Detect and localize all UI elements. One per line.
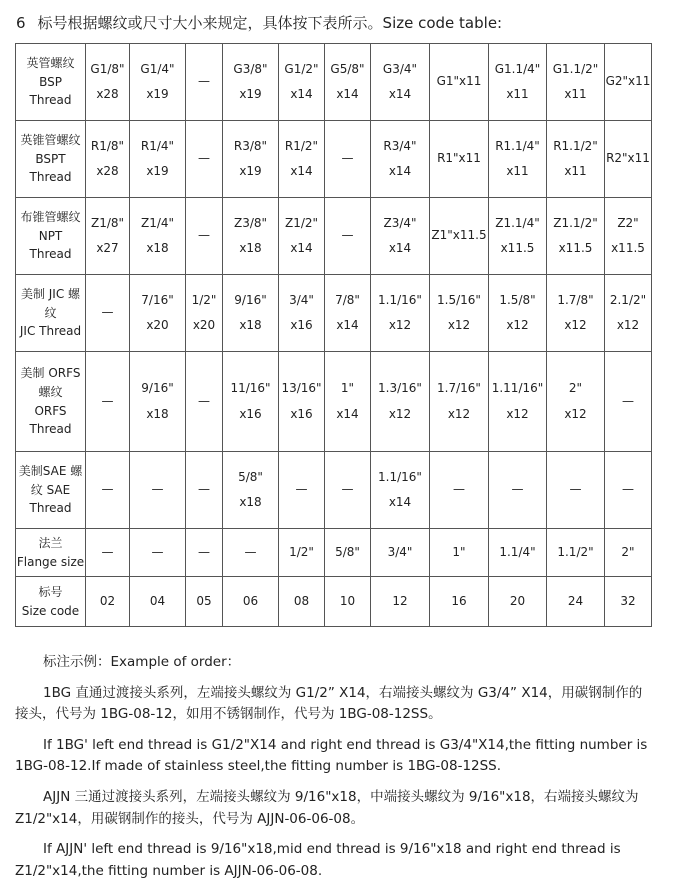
cell-value: x18 [239,495,262,509]
table-cell [186,452,223,529]
table-cell [86,452,130,529]
row-header-line: ORFS [34,403,67,418]
cell-value: 32 [620,593,636,608]
cell-value: — [569,482,582,497]
row-header [16,352,86,452]
table-cell [186,121,223,198]
cell-value: x11 [506,164,529,178]
cell-value: x14 [388,87,412,101]
cell-value: x14 [388,495,412,509]
cell-value: — [341,151,354,166]
cell-value: Z1"x11.5 [431,228,487,243]
table-cell [605,44,652,121]
table-cell [547,198,605,275]
cell-value: 1" [452,544,466,559]
section-number: 6 [16,14,26,32]
cell-value: x14 [388,241,412,255]
cell-value: x12 [388,318,412,332]
example-ajjn-en: If AJJN' left end thread is 9/16"x18,mid end thread is 9/16"x18 and right end thread is Z1/2"x14,the fitting number is AJJN-06-06-08. [15,841,621,879]
table-cell [605,352,652,452]
table-cell [605,198,652,275]
table-cell [605,275,652,352]
cell-value: x14 [290,87,313,101]
cell-value: x20 [146,318,169,332]
table-row [16,529,652,577]
table-cell [371,352,430,452]
cell-value: x12 [447,406,471,421]
table-cell [489,352,547,452]
cell-value: — [151,544,164,559]
cell-value: 7/8" [335,292,360,307]
cell-value: Z1/8" [90,215,125,230]
table-cell [489,577,547,627]
table-cell [489,198,547,275]
table-cell [605,121,652,198]
table-cell [130,452,186,529]
cell-value: R1/2" [284,138,319,153]
table-row [16,577,652,627]
table-cell [130,529,186,577]
cell-value: 2" [568,381,583,396]
cell-value: G1.1/4" [494,61,541,76]
cell-value: 05 [196,593,212,608]
row-header-line: Thread [29,247,72,262]
cell-value: 3/4" [289,292,314,307]
cell-value: Z3/4" [383,215,417,230]
cell-value: Z3/8" [233,215,268,230]
row-header-line: 美制SAE 螺 [18,464,83,479]
table-cell [489,121,547,198]
row-header-line: 螺纹 [38,384,63,399]
table-cell [325,529,371,577]
row-header [16,44,86,121]
row-header-line: 法兰 [38,535,63,550]
cell-value: 24 [567,593,584,608]
table-cell [325,198,371,275]
example-1bg-cn: 1BG 直通过渡接头系列，左端接头螺纹为 G1/2” X14，右端接头螺纹为 G3/4” X14，用碳钢制作的接头，代号为 1BG-08-12，如用不锈钢制作，代号为 1BG-08-12SS。 [15,684,643,723]
table-cell [430,198,489,275]
section-heading [16,12,502,33]
cell-value: x28 [96,164,119,178]
cell-value: x16 [290,406,313,421]
cell-value: x11.5 [500,241,535,255]
cell-value: G1"x11 [436,74,482,89]
cell-value: 06 [242,593,259,608]
cell-value: — [622,482,634,497]
cell-value: x20 [192,318,216,332]
cell-value: 1.7/8" [557,292,594,307]
cell-value: x11 [506,87,529,101]
table-cell [186,44,223,121]
table-cell [325,577,371,627]
cell-value: — [101,544,114,559]
row-header [16,452,86,529]
cell-value: G3/8" [233,61,268,76]
cell-value: — [198,482,210,497]
table-cell [489,452,547,529]
cell-value: R3/8" [233,138,268,153]
table-cell [371,275,430,352]
table-cell [371,121,430,198]
table-cell [86,121,130,198]
cell-value: G5/8" [330,61,365,76]
cell-value: — [101,482,114,497]
cell-value: Z2" [617,215,639,230]
table-cell [605,529,652,577]
cell-value: 1.1/4" [499,544,536,559]
cell-value: 1.11/16" [491,381,544,396]
table-cell [371,577,430,627]
cell-value: — [101,305,114,320]
table-cell [489,44,547,121]
cell-value: R1/4" [140,138,175,153]
row-header-line: JIC Thread [19,324,82,339]
cell-value: 11/16" [230,381,271,396]
row-header-line: 纹 [44,305,57,320]
cell-value: x16 [290,318,313,332]
table-cell [325,275,371,352]
table-cell [86,352,130,452]
table-cell [605,452,652,529]
row-header-line: 布锥管螺纹 [20,210,81,225]
cell-value: R2"x11 [606,151,650,166]
size-code-table [15,43,652,627]
table-cell [430,275,489,352]
table-row [16,452,652,529]
table-cell [186,275,223,352]
row-header [16,198,86,275]
table-cell [325,452,371,529]
table-cell [430,529,489,577]
table-cell [223,198,279,275]
cell-value: x11.5 [558,241,593,255]
cell-value: 20 [509,593,526,608]
table-cell [489,529,547,577]
table-cell [430,352,489,452]
row-header-line: 美制 ORFS [20,366,81,381]
cell-value: G2"x11 [605,74,651,89]
cell-value: Z1.1/2" [553,215,598,230]
row-header-line: Thread [29,501,72,516]
cell-value: x19 [239,164,262,178]
table-cell [279,198,325,275]
table-cell [130,44,186,121]
table-cell [86,44,130,121]
cell-value: R1.1/2" [553,138,598,153]
cell-value: 2" [621,544,635,559]
table-cell [130,121,186,198]
table-cell [279,452,325,529]
row-header-line: 纹 SAE [30,482,71,497]
cell-value: x19 [146,164,169,178]
cell-value: x12 [616,318,640,332]
table-row [16,198,652,275]
cell-value: — [341,482,354,497]
cell-value: G1/8" [90,61,125,76]
table-cell [223,275,279,352]
table-cell [430,44,489,121]
cell-value: 1" [340,381,355,396]
cell-value: R1/8" [90,138,125,153]
table-cell [547,352,605,452]
cell-value: x12 [388,406,412,421]
row-header-line: Thread [29,422,72,437]
cell-value: Z1/2" [284,215,319,230]
table-cell [547,275,605,352]
cell-value: 9/16" [234,292,267,307]
table-cell [430,452,489,529]
table-cell [130,198,186,275]
row-header-line: 英锥管螺纹 [20,133,81,148]
cell-value: 3/4" [387,544,413,559]
cell-value: — [295,482,308,497]
table-cell [86,275,130,352]
table-cell [130,352,186,452]
cell-value: 9/16" [141,381,174,396]
cell-value: — [198,544,210,559]
cell-value: 04 [149,593,166,608]
table-cell [279,577,325,627]
table-cell [371,44,430,121]
table-cell [371,198,430,275]
cell-value: 1.1/16" [378,469,422,484]
table-cell [130,275,186,352]
cell-value: G1.1/2" [552,61,599,76]
cell-value: x12 [447,318,471,332]
cell-value: x16 [239,406,262,421]
row-header-line: 英管螺纹 [26,56,75,71]
cell-value: x14 [336,318,359,332]
cell-value: x11.5 [611,241,645,255]
table-cell [371,452,430,529]
table-cell [279,529,325,577]
cell-value: x18 [239,241,262,255]
cell-value: 7/16" [141,292,174,307]
cell-value: 1/2" [289,544,314,559]
row-header-line: Size code [21,603,80,618]
table-cell [279,121,325,198]
cell-value: Z1/4" [140,215,175,230]
table-cell [130,577,186,627]
cell-value: G1/4" [140,61,175,76]
cell-value: 16 [451,593,467,608]
table-cell [430,121,489,198]
table-cell [223,452,279,529]
cell-value: x27 [96,241,119,255]
cell-value: x12 [506,318,529,332]
table-cell [223,44,279,121]
table-row [16,121,652,198]
cell-value: R1.1/4" [495,138,540,153]
table-cell [186,577,223,627]
cell-value: 10 [339,593,356,608]
row-header-line: 标号 [38,584,63,599]
cell-value: x28 [96,87,119,101]
cell-value: — [198,74,210,89]
order-example-notes [15,652,655,891]
row-header-line: NPT [38,228,63,243]
table-cell [325,121,371,198]
cell-value: — [198,393,210,408]
cell-value: 1.7/16" [437,381,481,396]
table-cell [86,577,130,627]
cell-value: 02 [99,593,116,608]
example-heading: 标注示例：Example of order： [43,654,241,670]
table-cell [547,577,605,627]
table-cell [186,198,223,275]
cell-value: x11 [564,164,587,178]
cell-value: 1.1/16" [378,292,422,307]
table-cell [279,44,325,121]
table-cell [186,352,223,452]
cell-value: R1"x11 [437,151,481,166]
table-cell [547,529,605,577]
cell-value: — [453,482,465,497]
table-cell [279,352,325,452]
cell-value: x12 [564,318,587,332]
table-cell [86,529,130,577]
cell-value: 5/8" [238,469,263,484]
table-row [16,275,652,352]
cell-value: x14 [336,406,359,421]
cell-value: x11 [564,87,587,101]
cell-value: x19 [239,87,262,101]
row-header [16,121,86,198]
table-cell [547,452,605,529]
table-cell [223,577,279,627]
section-title: 标号根据螺纹或尺寸大小来规定，具体按下表所示。Size code table: [37,14,503,32]
table-cell [325,44,371,121]
cell-value: 08 [293,593,310,608]
cell-value: — [198,151,210,166]
row-header [16,529,86,577]
table-cell [223,121,279,198]
table-cell [223,352,279,452]
table-cell [186,529,223,577]
row-header-line: BSPT [35,151,66,166]
table-cell [325,352,371,452]
row-header-line: BSP [39,74,62,89]
cell-value: — [622,393,634,408]
cell-value: G3/4" [382,61,418,76]
row-header [16,577,86,627]
table-cell [605,577,652,627]
row-header-line: Flange size [16,554,85,569]
cell-value: — [244,544,257,559]
cell-value: x14 [388,164,412,178]
row-header [16,275,86,352]
cell-value: — [341,228,354,243]
cell-value: x12 [564,406,587,421]
cell-value: — [511,482,524,497]
example-1bg-en: If 1BG' left end thread is G1/2"X14 and right end thread is G3/4"X14,the fitting number is 1BG-08-12.If made of stainless steel,the fitting number is 1BG-08-12SS. [15,736,648,775]
cell-value: 12 [392,593,408,608]
cell-value: x18 [239,318,262,332]
cell-value: — [151,482,164,497]
cell-value: x18 [146,406,169,421]
cell-value: — [101,393,114,408]
table-cell [223,529,279,577]
cell-value: x12 [506,406,529,421]
cell-value: G1/2" [284,61,319,76]
cell-value: 1.1/2" [557,544,594,559]
cell-value: — [198,228,210,243]
row-header-line: Thread [29,93,72,108]
example-ajjn-cn: AJJN 三通过渡接头系列，左端接头螺纹为 9/16"x18，中端接头螺纹为 9/16"x18，右端接头螺纹为 Z1/2"x14，用碳钢制作的接头，代号为 AJJN-06-06-08。 [15,788,639,827]
cell-value: 1.3/16" [378,381,422,396]
cell-value: x14 [336,87,359,101]
cell-value: 2.1/2" [609,292,647,307]
row-header-line: 美制 JIC 螺 [20,287,81,302]
row-header-line: Thread [29,170,72,185]
cell-value: R3/4" [383,138,417,153]
table-cell [547,44,605,121]
cell-value: Z1.1/4" [495,215,540,230]
cell-value: 5/8" [335,544,360,559]
cell-value: 1/2" [191,292,217,307]
cell-value: 1.5/8" [499,292,536,307]
table-row [16,352,652,452]
cell-value: x14 [290,241,313,255]
cell-value: 1.5/16" [437,292,481,307]
table-cell [489,275,547,352]
table-cell [547,121,605,198]
table-cell [279,275,325,352]
table-cell [430,577,489,627]
table-row [16,44,652,121]
cell-value: x19 [146,87,169,101]
table-cell [86,198,130,275]
cell-value: x18 [146,241,169,255]
table-cell [371,529,430,577]
cell-value: 13/16" [281,381,322,396]
cell-value: x14 [290,164,313,178]
